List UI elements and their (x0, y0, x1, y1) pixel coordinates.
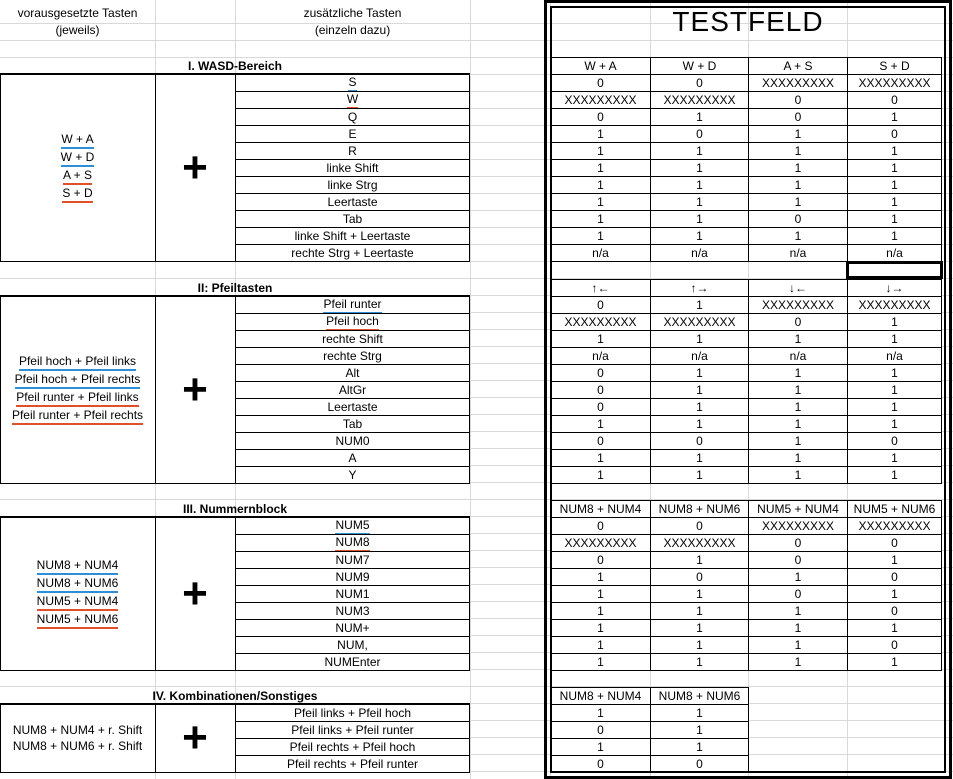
prereq-combo: NUM8 + NUM4 + r. Shift (12, 722, 143, 737)
key-cell[interactable] (235, 347, 470, 364)
plus-sign: + (182, 142, 208, 192)
prereq-combo: W + A (61, 132, 93, 149)
testfeld-value[interactable]: 1 (748, 466, 848, 484)
testfeld-value[interactable]: 1 (650, 551, 749, 569)
testfeld-value[interactable]: 0 (550, 398, 651, 416)
testfeld-value[interactable]: 0 (650, 125, 749, 143)
testfeld-value[interactable]: 0 (748, 210, 848, 228)
prereq-combo: Pfeil hoch + Pfeil rechts (15, 372, 141, 389)
testfeld-value[interactable]: 1 (650, 602, 749, 620)
testfeld-value[interactable]: 1 (847, 227, 942, 245)
testfeld-value[interactable]: 1 (847, 653, 942, 671)
testfeld-value[interactable]: 1 (550, 602, 651, 620)
testfeld-col-header: NUM8 + NUM4 (550, 500, 651, 518)
key-cell[interactable] (235, 193, 470, 210)
testfeld-col-header: NUM5 + NUM4 (748, 500, 848, 518)
testfeld-value[interactable]: 1 (748, 330, 848, 348)
key-label: Pfeil links + Pfeil hoch (293, 705, 412, 720)
key-cell[interactable] (235, 704, 470, 721)
key-cell[interactable] (235, 398, 470, 415)
testfeld-col-header: W + A (550, 57, 651, 75)
key-label: NUM7 (335, 552, 370, 567)
testfeld-value[interactable]: 1 (847, 313, 942, 331)
testfeld-value[interactable]: 1 (550, 159, 651, 177)
testfeld-value[interactable]: 0 (550, 551, 651, 569)
testfeld-value[interactable]: 1 (550, 568, 651, 586)
testfeld-value[interactable]: 1 (650, 381, 749, 399)
prereq-combo: NUM8 + NUM6 + r. Shift (12, 738, 143, 753)
testfeld-value[interactable]: 1 (847, 364, 942, 382)
testfeld-value[interactable]: 1 (650, 364, 749, 382)
testfeld-value[interactable]: 1 (847, 193, 942, 211)
testfeld-value[interactable]: XXXXXXXXX (748, 74, 848, 92)
testfeld-col-header: NUM8 + NUM6 (650, 500, 749, 518)
testfeld-col-header: ↓← (748, 279, 848, 297)
key-cell[interactable] (235, 381, 470, 398)
testfeld-value[interactable]: 1 (550, 210, 651, 228)
testfeld-value[interactable]: 1 (550, 125, 651, 143)
key-cell[interactable] (235, 619, 470, 636)
key-label: NUM+ (335, 620, 370, 635)
testfeld-value[interactable]: 1 (650, 704, 749, 722)
testfeld-value[interactable]: 1 (550, 449, 651, 467)
key-label: R (348, 143, 357, 158)
key-label: rechte Strg (323, 348, 382, 363)
testfeld-value[interactable]: 0 (748, 108, 848, 126)
testfeld-value[interactable]: 0 (550, 721, 651, 739)
section-title-rule (0, 687, 470, 704)
testfeld-value[interactable]: 0 (847, 568, 942, 586)
prereq-combo: NUM8 + NUM4 (37, 558, 119, 575)
key-label: NUM8 (335, 534, 369, 552)
testfeld-value[interactable]: XXXXXXXXX (550, 534, 651, 552)
testfeld-value[interactable]: 0 (748, 313, 848, 331)
testfeld-value[interactable]: 1 (748, 364, 848, 382)
key-cell[interactable] (235, 432, 470, 449)
key-label: NUMEnter (324, 654, 381, 669)
key-label: Y (348, 467, 357, 482)
testfeld-value[interactable]: 1 (550, 176, 651, 194)
section-title: IV. Kombinationen/Sonstiges (152, 688, 318, 703)
prereq-list (0, 74, 155, 261)
testfeld-value[interactable]: 1 (748, 602, 848, 620)
key-label: Pfeil rechts + Pfeil runter (286, 756, 419, 771)
key-cell[interactable] (235, 313, 470, 330)
section-title: I. WASD-Bereich (187, 58, 283, 73)
key-label: Tab (342, 416, 363, 431)
prereq-list (0, 517, 155, 670)
testfeld-value[interactable]: XXXXXXXXX (650, 313, 749, 331)
testfeld-value[interactable]: 1 (650, 330, 749, 348)
key-cell[interactable] (235, 364, 470, 381)
testfeld-value[interactable]: 1 (550, 330, 651, 348)
key-label: Pfeil links + Pfeil runter (291, 722, 414, 737)
section-title: III. Nummernblock (182, 501, 288, 516)
key-cell[interactable] (235, 415, 470, 432)
testfeld-value[interactable]: 1 (847, 449, 942, 467)
key-label: Alt (345, 365, 360, 380)
testfeld-value[interactable]: n/a (847, 347, 942, 365)
testfeld-value[interactable]: 1 (650, 296, 749, 314)
testfeld-value[interactable]: 1 (847, 415, 942, 433)
testfeld-value[interactable]: XXXXXXXXX (550, 91, 651, 109)
testfeld-value[interactable]: 0 (650, 517, 749, 535)
header-additional-line2: (einzeln dazu) (314, 23, 391, 37)
testfeld-value[interactable]: 1 (550, 636, 651, 654)
testfeld-value[interactable]: 0 (550, 432, 651, 450)
header-additional-line1: zusätzliche Tasten (303, 6, 402, 20)
testfeld-value[interactable]: 1 (847, 619, 942, 637)
prereq-combo: S + D (62, 186, 92, 203)
prereq-combo: NUM5 + NUM6 (37, 612, 119, 629)
testfeld-value[interactable]: 0 (550, 517, 651, 535)
key-label: rechte Strg + Leertaste (291, 245, 414, 260)
testfeld-value[interactable]: 1 (650, 176, 749, 194)
prereq-combo: NUM5 + NUM4 (37, 594, 119, 611)
testfeld-value[interactable]: 1 (748, 432, 848, 450)
testfeld-value[interactable]: 0 (847, 432, 942, 450)
testfeld-value[interactable]: 1 (748, 193, 848, 211)
key-label: linke Shift + Leertaste (294, 228, 411, 243)
testfeld-value[interactable]: 1 (748, 398, 848, 416)
prereq-list (0, 296, 155, 483)
testfeld-value[interactable]: 1 (650, 227, 749, 245)
testfeld-value[interactable]: 0 (550, 381, 651, 399)
testfeld-value[interactable]: 1 (650, 108, 749, 126)
testfeld-value[interactable]: n/a (748, 347, 848, 365)
prereq-combo: Pfeil hoch + Pfeil links (19, 354, 136, 371)
testfeld-value[interactable]: 1 (650, 466, 749, 484)
testfeld-value[interactable]: 1 (847, 108, 942, 126)
key-label: A (348, 450, 357, 465)
plus-sign: + (182, 364, 208, 414)
key-cell[interactable] (235, 602, 470, 619)
testfeld-value[interactable]: 0 (550, 755, 651, 773)
plus-sign: + (182, 568, 208, 618)
section-title-rule (0, 57, 470, 74)
testfeld-value[interactable]: 1 (847, 159, 942, 177)
key-label: Tab (342, 211, 363, 226)
testfeld-value[interactable]: 1 (748, 159, 848, 177)
testfeld-value[interactable]: 1 (650, 738, 749, 756)
testfeld-value[interactable]: n/a (650, 244, 749, 262)
testfeld-value[interactable]: 1 (650, 398, 749, 416)
key-label: NUM5 (335, 517, 369, 535)
prereq-list (0, 704, 155, 772)
testfeld-value[interactable]: 1 (550, 619, 651, 637)
prereq-combo: W + D (61, 150, 95, 167)
testfeld-value[interactable]: 1 (748, 619, 848, 637)
testfeld-value[interactable]: 1 (847, 142, 942, 160)
testfeld-value[interactable]: 0 (748, 534, 848, 552)
testfeld-value[interactable]: 0 (650, 74, 749, 92)
key-cell[interactable] (235, 108, 470, 125)
testfeld-value[interactable]: 1 (650, 415, 749, 433)
testfeld-col-header: A + S (748, 57, 848, 75)
testfeld-value[interactable]: 0 (847, 125, 942, 143)
testfeld-col-header: NUM8 + NUM4 (550, 687, 651, 705)
testfeld-value[interactable]: 1 (748, 568, 848, 586)
testfeld-value[interactable]: 1 (550, 653, 651, 671)
testfeld-value[interactable]: 0 (650, 755, 749, 773)
key-label: E (348, 126, 357, 141)
testfeld-value[interactable]: 1 (748, 176, 848, 194)
key-label: Leertaste (327, 194, 378, 209)
testfeld-value[interactable]: 1 (650, 449, 749, 467)
testfeld-value[interactable]: XXXXXXXXX (847, 296, 942, 314)
key-label: rechte Shift (322, 331, 383, 346)
testfeld-value[interactable]: 0 (847, 534, 942, 552)
testfeld-col-header: NUM8 + NUM6 (650, 687, 749, 705)
key-cell[interactable] (235, 210, 470, 227)
testfeld-value[interactable]: n/a (748, 244, 848, 262)
key-cell[interactable] (235, 466, 470, 483)
testfeld-value[interactable]: 1 (748, 449, 848, 467)
key-cell[interactable] (235, 534, 470, 551)
key-cell[interactable] (235, 91, 470, 108)
testfeld-value[interactable]: 1 (847, 381, 942, 399)
testfeld-value[interactable]: XXXXXXXXX (847, 74, 942, 92)
key-cell[interactable] (235, 585, 470, 602)
key-label: Pfeil runter (323, 296, 381, 314)
key-label: Q (347, 109, 358, 124)
key-cell[interactable] (235, 568, 470, 585)
testfeld-value[interactable]: 1 (650, 585, 749, 603)
testfeld-value[interactable]: 0 (847, 91, 942, 109)
testfeld-value[interactable]: 0 (550, 364, 651, 382)
prereq-combo: A + S (63, 168, 92, 185)
testfeld-value[interactable]: 1 (650, 210, 749, 228)
key-label: NUM3 (335, 603, 370, 618)
key-cell[interactable] (235, 449, 470, 466)
testfeld-frame-inner (550, 6, 946, 773)
testfeld-value[interactable]: 1 (550, 738, 651, 756)
testfeld-value[interactable]: 0 (748, 551, 848, 569)
key-label: linke Shift (326, 160, 379, 175)
testfeld-value[interactable]: 1 (748, 415, 848, 433)
testfeld-value[interactable]: 1 (650, 159, 749, 177)
key-cell[interactable] (235, 125, 470, 142)
key-label: W (347, 91, 358, 109)
key-label: S (348, 74, 356, 92)
key-cell[interactable] (235, 227, 470, 244)
testfeld-value[interactable]: 1 (650, 193, 749, 211)
testfeld-value[interactable]: 1 (650, 721, 749, 739)
section-title: II: Pfeiltasten (197, 280, 273, 295)
key-cell[interactable] (235, 755, 470, 772)
key-cell[interactable] (235, 721, 470, 738)
testfeld-value[interactable]: n/a (550, 244, 651, 262)
testfeld-value[interactable]: 1 (550, 415, 651, 433)
key-cell[interactable] (235, 738, 470, 755)
testfeld-value[interactable]: 0 (550, 108, 651, 126)
testfeld-value[interactable]: 1 (847, 210, 942, 228)
testfeld-value[interactable]: 0 (748, 91, 848, 109)
testfeld-value[interactable]: 1 (847, 551, 942, 569)
testfeld-value[interactable]: XXXXXXXXX (550, 313, 651, 331)
header-prereq-line2: (jeweils) (55, 23, 100, 37)
testfeld-value[interactable]: 1 (550, 585, 651, 603)
testfeld-title: TESTFELD (672, 6, 824, 37)
key-label: AltGr (338, 382, 367, 397)
plus-sign: + (182, 713, 208, 762)
testfeld-value[interactable]: n/a (550, 347, 651, 365)
section-title-rule (0, 500, 470, 517)
testfeld-value[interactable]: n/a (650, 347, 749, 365)
key-cell[interactable] (235, 636, 470, 653)
key-label: NUM, (337, 637, 368, 652)
testfeld-value[interactable]: 0 (748, 585, 848, 603)
key-label: NUM9 (335, 569, 370, 584)
prereq-combo: Pfeil runter + Pfeil rechts (12, 408, 143, 425)
key-label: Pfeil rechts + Pfeil hoch (289, 739, 416, 754)
testfeld-value[interactable]: 1 (847, 330, 942, 348)
testfeld-value[interactable]: 1 (650, 619, 749, 637)
testfeld-value[interactable]: 1 (550, 704, 651, 722)
testfeld-value[interactable]: 0 (650, 432, 749, 450)
prereq-combo: Pfeil runter + Pfeil links (16, 390, 138, 407)
header-prereq-line1: vorausgesetzte Tasten (17, 6, 138, 20)
testfeld-value[interactable]: 0 (550, 296, 651, 314)
testfeld-col-header: S + D (847, 57, 942, 75)
testfeld-value[interactable]: 1 (650, 142, 749, 160)
key-label: Pfeil hoch (326, 313, 379, 331)
testfeld-value[interactable]: 1 (847, 398, 942, 416)
testfeld-value[interactable]: XXXXXXXXX (748, 296, 848, 314)
testfeld-value[interactable]: 1 (650, 636, 749, 654)
key-cell[interactable] (235, 296, 470, 313)
testfeld-value[interactable]: 0 (847, 636, 942, 654)
testfeld-col-header: ↓→ (847, 279, 942, 297)
testfeld-value[interactable]: 0 (847, 602, 942, 620)
key-cell[interactable] (235, 330, 470, 347)
testfeld-value[interactable]: 0 (550, 74, 651, 92)
key-cell[interactable] (235, 551, 470, 568)
testfeld-col-header: ↑← (550, 279, 651, 297)
testfeld-col-header: ↑→ (650, 279, 749, 297)
key-cell[interactable] (235, 176, 470, 193)
testfeld-value[interactable]: 1 (748, 227, 848, 245)
testfeld-value[interactable]: 1 (748, 381, 848, 399)
testfeld-col-header: NUM5 + NUM6 (847, 500, 942, 518)
key-label: linke Strg (327, 177, 378, 192)
key-cell[interactable] (235, 159, 470, 176)
key-cell[interactable] (235, 517, 470, 534)
testfeld-value[interactable]: 1 (748, 653, 848, 671)
testfeld-col-header: W + D (650, 57, 749, 75)
testfeld-value[interactable]: 0 (650, 568, 749, 586)
key-cell[interactable] (235, 142, 470, 159)
grid-column-line (470, 0, 471, 779)
testfeld-value[interactable]: n/a (847, 244, 942, 262)
key-cell[interactable] (235, 653, 470, 670)
testfeld-value[interactable]: XXXXXXXXX (748, 517, 848, 535)
testfeld-value[interactable]: 1 (847, 176, 942, 194)
key-label: NUM1 (335, 586, 370, 601)
key-label: NUM0 (335, 433, 370, 448)
testfeld-value[interactable]: 1 (550, 142, 651, 160)
testfeld-value[interactable]: 1 (748, 142, 848, 160)
key-cell[interactable] (235, 74, 470, 91)
key-label: Leertaste (327, 399, 378, 414)
testfeld-value[interactable]: 1 (550, 466, 651, 484)
section-title-rule (0, 279, 470, 296)
testfeld-value[interactable]: 1 (748, 636, 848, 654)
testfeld-value[interactable]: XXXXXXXXX (650, 91, 749, 109)
testfeld-value[interactable]: XXXXXXXXX (650, 534, 749, 552)
testfeld-value[interactable]: 1 (550, 227, 651, 245)
testfeld-value[interactable]: 1 (847, 585, 942, 603)
key-cell[interactable] (235, 244, 470, 261)
testfeld-value[interactable]: 1 (748, 125, 848, 143)
testfeld-value[interactable]: 1 (650, 653, 749, 671)
testfeld-value[interactable]: XXXXXXXXX (847, 517, 942, 535)
prereq-combo: NUM8 + NUM6 (37, 576, 119, 593)
testfeld-value[interactable]: 1 (550, 193, 651, 211)
testfeld-value[interactable]: 1 (847, 466, 942, 484)
